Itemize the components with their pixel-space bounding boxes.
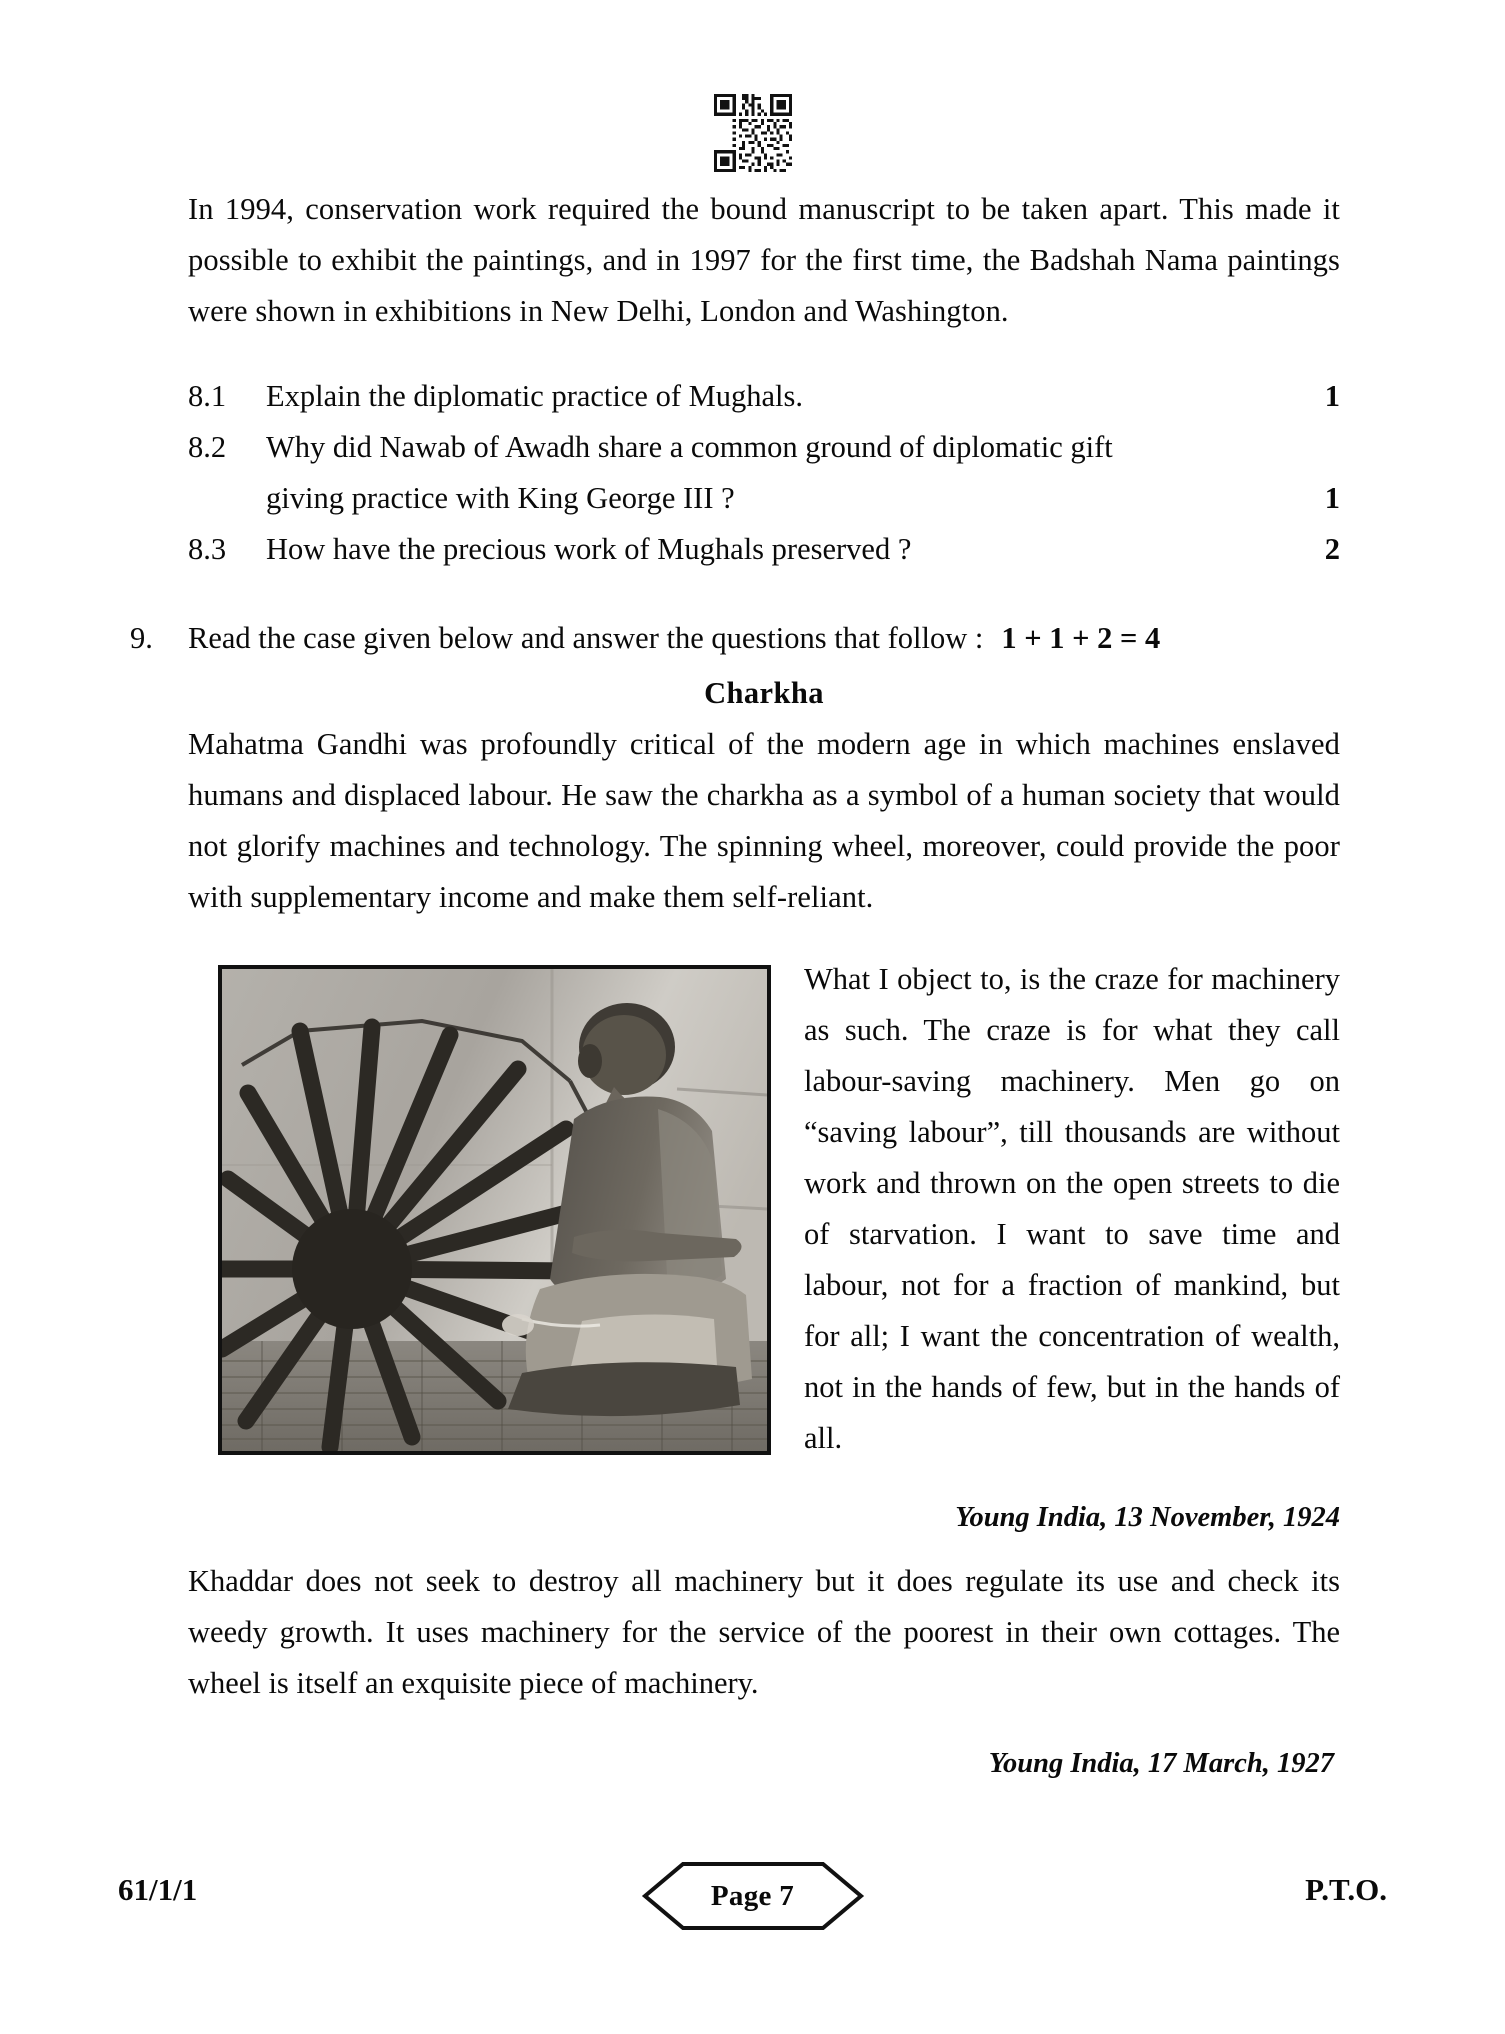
sub-question-continuation-row [188,473,1340,524]
sub-question-text: Why did Nawab of Awadh share a common ground of diplomatic gift [266,430,1113,464]
sub-question-number: 8.2 [188,430,227,464]
sub-question-row [188,524,1340,575]
sub-question-number: 8.3 [188,532,227,566]
gandhi-spinning-charkha-photo [218,965,771,1455]
sub-question-continuation: giving practice with King George III ? [266,481,735,515]
sub-question-marks [1304,422,1340,473]
figure-and-quote-region [188,954,1340,1543]
paper-code: 61/1/1 [118,1872,198,1907]
page-number-label: Page 7 [710,1879,795,1912]
sub-question-number: 8.1 [188,379,227,413]
sub-question-text: How have the precious work of Mughals preserved ? [266,532,912,566]
case-study-title: Charkha [704,676,824,710]
sub-question-row [188,422,1340,473]
case-study-intro-paragraph: Mahatma Gandhi was profoundly critical of the modern age in which machines enslaved humans and displaced labour. He saw the charkha as a symbol of a human society that would not glorify machines and technology. The spinning wheel, moreover, could provide the poor with supplementary income and make them self-reliant. [188,727,1340,914]
qr-code-icon [714,94,792,172]
question-9-instruction: Read the case given below and answer the questions that follow : [188,621,984,655]
gandhi-quote-source: Young India, 13 November, 1924 [955,1502,1340,1533]
sub-question-row [188,371,1340,422]
page-content [130,184,1340,1788]
page-footer [118,1866,1387,1926]
page-number-badge [639,1860,867,1932]
sub-question-list [188,371,1340,575]
intro-paragraph: In 1994, conservation work required the bound manuscript to be taken apart. This made it possible to exhibit the paintings, and in 1997 for the first time, the Badshah Nama paintings were shown in exhibitions in New Delhi, London and Washington. [188,192,1340,328]
khaddar-paragraph: Khaddar does not seek to destroy all machinery but it does regulate its use and check its weedy growth. It uses machinery for the service of the poorest in their own cottages. The wheel is itself an exquisite piece of machinery. [188,1564,1340,1700]
question-9-header [130,613,1340,664]
khaddar-source: Young India, 17 March, 1927 [988,1747,1334,1779]
pto-label: P.T.O. [1305,1872,1387,1907]
question-9-number: 9. [130,621,153,655]
sub-question-marks: 2 [1324,532,1340,566]
sub-question-text: Explain the diplomatic practice of Mughals. [266,379,803,413]
question-9-marks: 1 + 1 + 2 = 4 [1001,621,1161,655]
gandhi-quote-text: What I object to, is the craze for machinery as such. The craze is for what they call labour-saving machinery. Men go on “saving labour”, till thousands are without work and thrown on the open streets to die of starvation. I want to save time and labour, not for a fraction of mankind, but for all; I want the concentration of wealth, not in the hands of few, but in the hands of all. [804,961,1340,1455]
sub-question-marks: 1 [1324,481,1340,515]
sub-question-marks: 1 [1324,379,1340,413]
